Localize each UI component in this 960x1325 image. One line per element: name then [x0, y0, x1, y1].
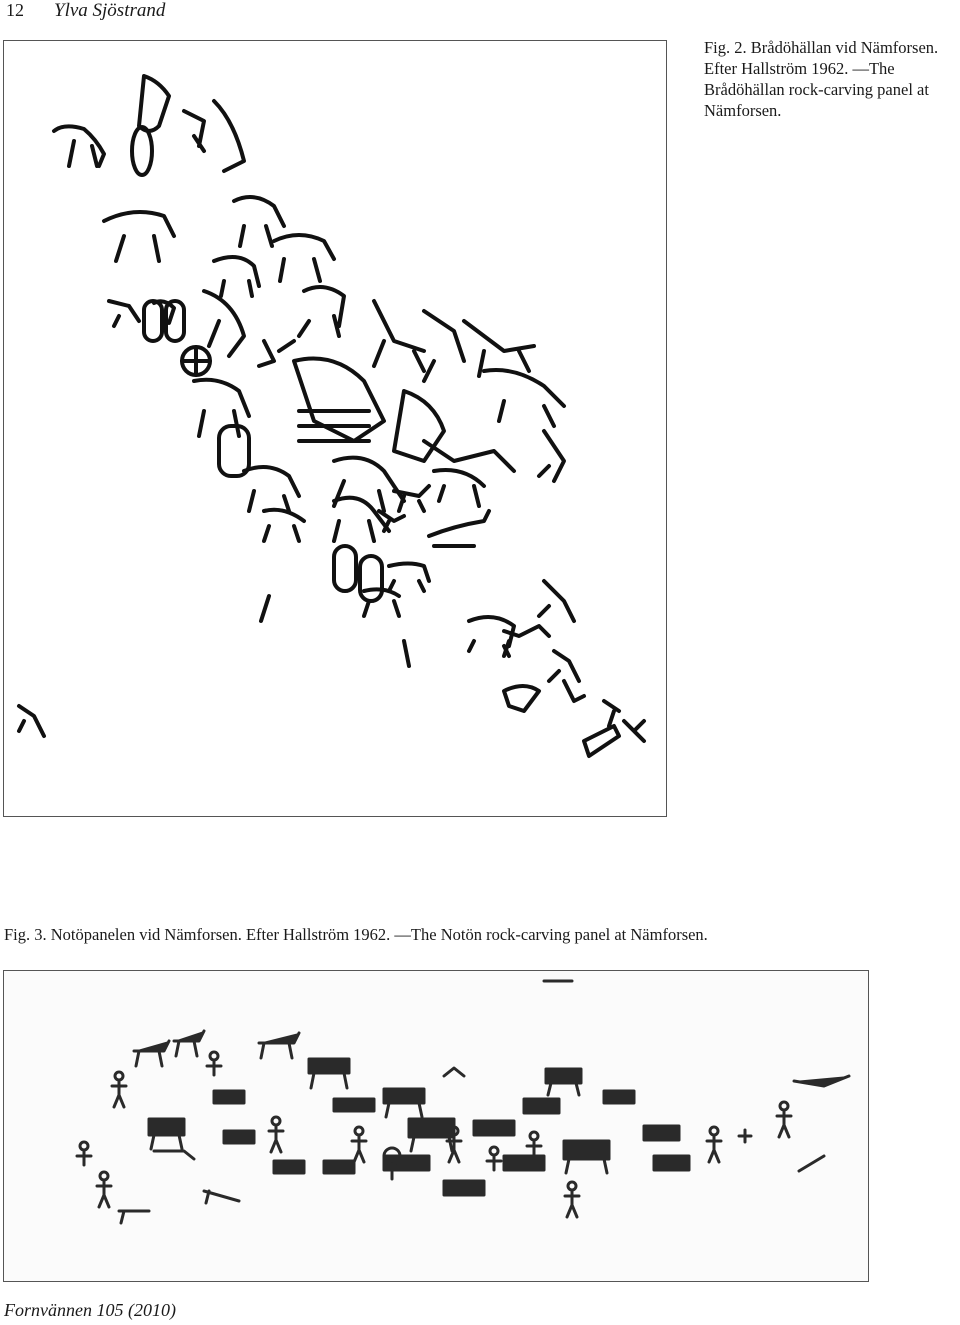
human-carving — [565, 1190, 579, 1217]
elk-carving — [264, 510, 304, 541]
boat-carving — [504, 686, 539, 711]
elk-carving — [274, 235, 334, 281]
human-carving — [539, 431, 564, 481]
human-carving — [77, 1150, 91, 1165]
human-carving — [707, 1135, 721, 1162]
boat-carving — [584, 726, 619, 756]
elk-carving — [464, 321, 534, 376]
line-carving — [261, 596, 269, 621]
human-carving — [19, 706, 44, 736]
boat-carving — [139, 76, 169, 131]
human-carving — [487, 1155, 501, 1170]
elk-carving — [474, 1121, 514, 1135]
elk-carving — [794, 1076, 849, 1086]
human-carving — [444, 1068, 464, 1076]
elk-carving — [259, 1033, 299, 1058]
elk-carving — [334, 1099, 374, 1111]
elk-carving — [424, 311, 464, 381]
elk-carving — [564, 1141, 609, 1159]
elk-carving — [214, 1091, 244, 1103]
elk-carving — [184, 101, 244, 171]
human-carving — [269, 1125, 283, 1152]
boat-carving — [334, 546, 356, 591]
human-carving — [207, 1060, 221, 1075]
human-carving — [259, 341, 294, 366]
elk-carving — [549, 651, 579, 681]
elk-carving — [524, 1099, 559, 1113]
elk-carving — [214, 257, 259, 296]
elk-carving — [119, 1211, 149, 1223]
elk-carving — [604, 1091, 634, 1103]
elk-carving — [274, 1161, 304, 1173]
line-carving — [404, 641, 409, 666]
human-carving — [777, 1110, 791, 1137]
elk-carving — [324, 1161, 354, 1173]
boat-carving — [219, 426, 249, 476]
elk-carving — [434, 470, 484, 506]
elk-carving — [299, 287, 344, 336]
elk-carving — [104, 212, 174, 261]
figure-2-caption: Fig. 2. Brådöhällan vid Nämforsen. Efter Hallström 1962. —The Brådöhällan rock-carving panel at Nämforsen. — [704, 38, 939, 120]
elk-carving — [374, 301, 424, 371]
human-carving — [352, 1135, 366, 1162]
page-number: 12 — [6, 0, 24, 20]
elk-carving — [444, 1181, 484, 1195]
figure-3-caption: Fig. 3. Notöpanelen vid Nämforsen. Efter Hallström 1962. —The Notön rock-carving panel at Nämforsen. — [4, 925, 708, 944]
elk-carving — [174, 1031, 204, 1056]
human-carving — [604, 701, 619, 726]
elk-carving — [484, 370, 564, 426]
elk-carving — [546, 1069, 581, 1083]
elk-carving — [424, 441, 514, 471]
elk-carving — [309, 1059, 349, 1073]
figure-3-drawing — [4, 971, 869, 1282]
cross-carving — [739, 1130, 751, 1142]
running-head-author: Ylva Sjöstrand — [54, 0, 166, 21]
journal-footer: Fornvännen 105 (2010) — [4, 1300, 176, 1320]
elk-carving — [204, 1191, 239, 1203]
boat-carving — [429, 511, 489, 546]
elk-carving — [149, 1119, 184, 1135]
elk-carving — [244, 467, 299, 511]
boat-carving — [132, 127, 152, 175]
human-carving — [97, 1180, 111, 1207]
elk-carving — [134, 1041, 169, 1066]
elk-carving — [394, 486, 429, 511]
figure-2-drawing — [4, 41, 667, 817]
elk-carving — [504, 626, 549, 656]
elk-carving — [539, 581, 574, 621]
boat-carving — [294, 359, 384, 442]
elk-carving — [654, 1156, 689, 1170]
elk-carving — [384, 1089, 424, 1103]
line-carving — [799, 1156, 824, 1171]
boat-carving — [360, 556, 382, 601]
figure-2-image — [3, 40, 667, 817]
human-carving — [112, 1080, 126, 1107]
human-carving — [564, 681, 584, 701]
elk-carving — [409, 1119, 454, 1137]
elk-carving — [224, 1131, 254, 1143]
elk-carving — [644, 1126, 679, 1140]
boat-carving — [144, 301, 162, 341]
elk-carving — [204, 291, 244, 356]
elk-carving — [54, 126, 104, 166]
human-carving — [624, 721, 644, 741]
human-carving — [154, 1151, 194, 1159]
figure-3-image — [3, 970, 869, 1282]
elk-carving — [389, 564, 429, 592]
